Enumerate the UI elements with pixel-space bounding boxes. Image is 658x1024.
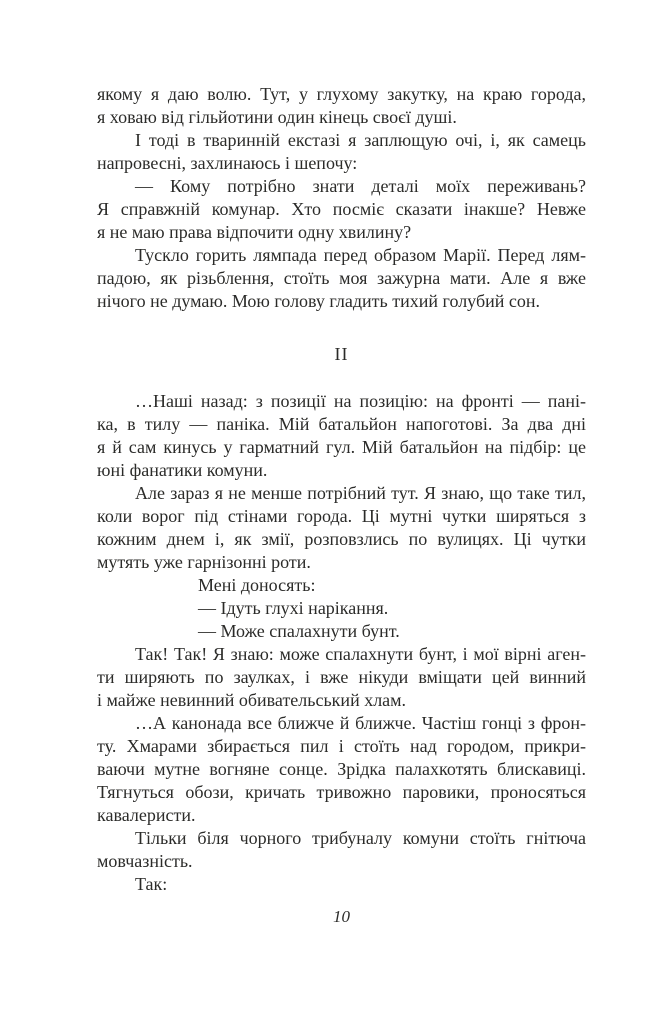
- text-line: Я справжній комунар. Хто посміє сказати інакше? Невже: [97, 199, 586, 219]
- text-line: кавалеристи.: [97, 805, 196, 825]
- text-line: — Кому потрібно знати деталі моїх переживань?: [135, 176, 586, 196]
- text-line: напровесні, захлинаюсь і шепочу:: [97, 153, 358, 173]
- text-line: Так! Так! Я знаю: може спалахнути бунт, і мої вірні аген-: [135, 644, 586, 664]
- text-line: нічого не думаю. Мою голову гладить тихий голубий сон.: [97, 291, 540, 311]
- text-line: І тоді в тваринній екстазі я заплющую очі, і, як самець: [135, 130, 586, 150]
- text-line: …А канонада все ближче й ближче. Частіш гонці з фрон-: [135, 713, 586, 733]
- text-line: ти ширяють по заулках, і вже нікуди вміщати цей винний: [97, 667, 586, 687]
- text-line: Мені доносять:: [198, 575, 316, 595]
- page-number: 10: [333, 907, 350, 926]
- text-line: мутять уже гарнізонні роти.: [97, 552, 311, 572]
- text-line: Тускло горить лямпада перед образом Марії. Перед лям-: [135, 245, 586, 265]
- text-line: і майже невинний обивательський хлам.: [97, 690, 407, 710]
- text-line: …Наші назад: з позиції на позицію: на фронті — пані-: [135, 391, 586, 411]
- text-line: я ховаю від гільйотини один кінець своєї душі.: [97, 107, 457, 127]
- text-block: [97, 83, 586, 896]
- text-line: Але зараз я не менше потрібний тут. Я знаю, що таке тил,: [135, 483, 586, 503]
- text-line: ту. Хмарами збирається пил і стоїть над городом, прикри-: [97, 736, 586, 756]
- text-line: ка, в тилу — паніка. Мій батальйон напоготові. За два дні: [97, 414, 586, 434]
- text-line: Так:: [135, 874, 168, 894]
- text-line: падою, як різьблення, стоїть моя зажурна мати. Але я вже: [97, 268, 586, 288]
- text-line: я не маю права відпочити одну хвилину?: [97, 222, 412, 242]
- text-line: ваючи мутне вогняне сонце. Зрідка палахкотять блискавиці.: [97, 759, 586, 779]
- text-line: я й сам кинусь у гарматний гул. Мій батальйон на підбір: це: [97, 437, 586, 457]
- text-line: — Ідуть глухі нарікання.: [198, 598, 389, 618]
- text-line: мовчазність.: [97, 851, 193, 871]
- text-line: Тягнуться обози, кричать тривожно паровики, проносяться: [97, 782, 586, 802]
- text-line: — Може спалахнути бунт.: [198, 621, 400, 641]
- section-heading: II: [334, 344, 349, 364]
- text-line: коли ворог під стінами города. Ці мутні чутки ширяться з: [97, 506, 586, 526]
- text-line: кожним днем і, як змії, розповзлись по вулицях. Ці чутки: [97, 529, 586, 549]
- text-line: Тільки біля чорного трибуналу комуни стоїть гнітюча: [135, 828, 586, 848]
- text-line: юні фанатики комуни.: [97, 460, 268, 480]
- text-line: якому я даю волю. Тут, у глухому закутку, на краю города,: [97, 84, 586, 104]
